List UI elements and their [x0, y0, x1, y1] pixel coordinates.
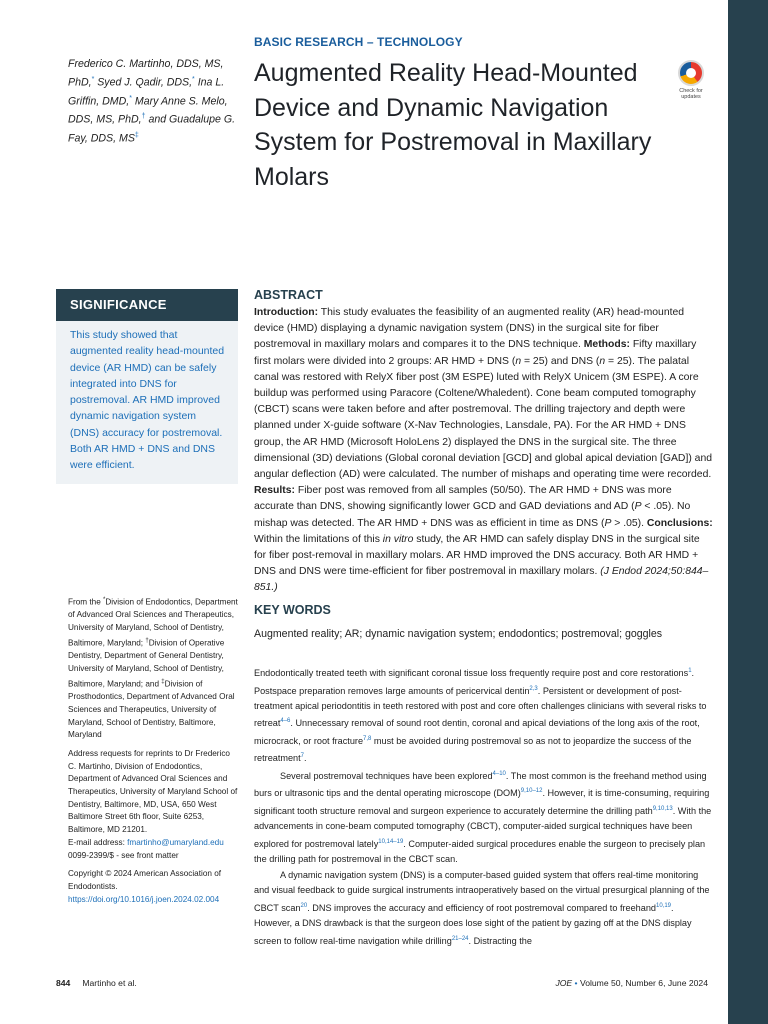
journal-name: JOE — [555, 978, 573, 988]
body-segment: . DNS improves the accuracy and efficiency of root postremoval compared to freehand — [307, 902, 656, 913]
author-affiliation-mark: * — [91, 76, 95, 83]
significance-heading: SIGNIFICANCE — [56, 289, 238, 321]
body-segment: . Postspace preparation removes large amounts of pericervical dentin — [254, 668, 695, 696]
right-edge-bar — [728, 0, 768, 1024]
affiliation-segment: Division of Operative Dentistry, Department of General Dentistry, University of Maryland, School of Dentistry, Baltimore, Maryland; and — [68, 638, 225, 689]
significance-text: This study showed that augmented reality head-mounted device (AR HMD) can be safely integrated into DNS for postremoval. AR HMD improved dynamic navigation system (DNS) accuracy for postremoval. Both AR HMD + DNS and DNS were efficient. — [70, 329, 225, 472]
abstract-segment: > .05). — [611, 517, 647, 529]
body-segment: 7 — [300, 753, 305, 760]
footer-right — [555, 978, 708, 988]
keywords-text: Augmented reality; AR; dynamic navigation system; endodontics; postremoval; goggles — [254, 628, 663, 640]
body-segment: . Computer-aided surgical procedures enable the surgeon to precisely plan the drilling path for postremoval in the CBCT scan. — [254, 838, 706, 865]
body-segment: 10,19 — [655, 902, 671, 909]
body-paragraph — [254, 868, 714, 949]
affiliation-segment: From the — [68, 597, 104, 607]
abstract-segment: Fiber post was removed from all samples (50/50). The AR HMD + DNS was more accurate than DNS, showing significantly lower GCD and GAD deviations and AD ( — [254, 485, 672, 513]
author-affiliation-mark: * — [129, 94, 132, 102]
body-segment: . However, it is time-consuming, requiring significant tooth structure removal and surgeon experience to accurately determine the drilling path — [254, 788, 710, 816]
body-segment: . Distracting the — [468, 935, 532, 946]
body-text — [254, 664, 714, 949]
abstract-segment: = 25). The palatal canal was restored with RelyX fiber post (3M ESPE) luted with RelyX Unicem (3M ESPE). A core buildup was performed using Paracore (Coltene/Whaledent). Cone beam computed tomography (CBCT) scans were taken before and after postremoval. The drilling trajectory and depth were planned under X-guide software (X-Nav Technologies, Lansdale, PA). For the AR HMD + DNS group, the AR HMD (Microsoft HoloLens 2) displayed the DNS in the surgical site. The three dimensional (3D) deviations (Global coronal deviation [GCD] and global apical deviation [GAD]) and angular deflection (AD) were calculated. The number of mishaps and operating time were recorded. — [254, 355, 713, 481]
body-segment: A dynamic navigation system (DNS) is a computer-based guided system that offers real-time monitoring and visual feedback to guide surgical instruments intraoperatively based on the virtual presurgical planning of the CBCT scan — [254, 869, 710, 913]
reprint-address: Address requests for reprints to Dr Frederico C. Martinho, Division of Endodontics, Department of Advanced Oral Sciences and Therapeutics, University of Maryland School of Dentistry, Baltimore, MD, USA, 650 West Baltimore Street 6th floor, Suite 6253, Baltimore, MD 21201. — [68, 748, 238, 835]
body-segment: . With the advancements in cone-beam computed tomography (CBCT), computer-aided surgical techniques have been explored for postremoval lately — [254, 806, 712, 849]
affiliation-segment: Division of Prosthodontics, Department of Advanced Oral Sciences and Therapeutics, University of Maryland, School of Dentistry, Baltimore, Maryland — [68, 679, 235, 740]
author-name: and Guadalupe G. Fay, DDS, MS — [68, 113, 236, 145]
email-label: E-mail address: — [68, 837, 128, 847]
affiliation-segment: * — [103, 597, 106, 603]
author-list — [68, 56, 238, 146]
abstract-segment: < .05). No mishap was detected. The AR HMD + DNS was as efficient in time as DNS ( — [254, 501, 691, 529]
affiliations-block — [68, 594, 240, 906]
body-segment: . Unnecessary removal of sound root dentin, coronal and apical deviations of the long axis of the root, microcrack, or root fracture — [254, 718, 700, 746]
affiliation-segment: Division of Endodontics, Department of Advanced Oral Sciences and Therapeutics, University of Maryland, School of Dentistry, Baltimore, Maryland; — [68, 597, 238, 648]
abstract-segment: in vitro — [382, 533, 414, 545]
abstract-segment: This study evaluates the feasibility of an augmented reality (AR) head-mounted device (HMD) displaying a dynamic navigation system (DNS) in the surgical site for fiber postremoval in maxillary molars and compares it to the DNS technique. — [254, 307, 685, 351]
email-link[interactable]: fmartinho@umaryland.edu — [127, 837, 224, 847]
body-segment: . Persistent or development of post-treatment apical periodontitis in teeth restored with post and core often challenges clinicians with several risks to retreat — [254, 685, 707, 729]
abstract-segment: Within the limitations of this — [254, 533, 383, 545]
body-segment: 20 — [300, 902, 308, 909]
abstract-segment: Fifty maxillary first molars were divided into 2 groups: AR HMD + DNS ( — [254, 339, 697, 367]
body-segment: 9,10–12 — [520, 788, 543, 795]
abstract-segment: study, the AR HMD can safely display DNS in the surgical site for fiber post-removal in maxillary molars. AR HMD improved the DNS accuracy. Both AR HMD + DNS and DNS were time-efficient for fiber postremoval in maxillary molars. — [254, 533, 700, 578]
body-segment: . — [304, 753, 307, 764]
author-name: Syed J. Qadir, DDS, — [94, 76, 193, 89]
abstract-segment: P — [604, 517, 612, 529]
body-paragraph — [254, 664, 714, 767]
body-segment: 2,3 — [529, 685, 538, 692]
affiliation-segment: † — [145, 637, 149, 644]
body-segment: 1 — [688, 668, 692, 674]
footer-bullet: • — [574, 978, 578, 988]
abstract-segment: = 25) and DNS ( — [521, 355, 600, 367]
article-title: Augmented Reality Head-Mounted Device and Dynamic Navigation System for Postremoval in Maxillary Molars — [254, 59, 652, 191]
abstract-segment: n — [599, 355, 606, 367]
abstract-heading: ABSTRACT — [254, 288, 323, 302]
page-number: 844 — [56, 978, 71, 988]
body-segment: must be avoided during postremoval so as not to jeopardize the success of the retreatment — [254, 736, 692, 764]
abstract-segment: Introduction: — [254, 307, 319, 318]
email-line — [68, 837, 240, 850]
author-name: Mary Anne S. Melo, DDS, MS, PhD, — [68, 95, 228, 126]
keywords-heading: KEY WORDS — [254, 603, 331, 617]
body-segment: Endodontically treated teeth with significant coronal tissue loss frequently require post and core restorations — [254, 668, 689, 679]
body-segment: 7,8 — [363, 735, 372, 742]
affiliations-from — [68, 594, 240, 742]
section-label: BASIC RESEARCH – TECHNOLOGY — [254, 35, 463, 49]
abstract-segment: Conclusions: — [646, 517, 713, 529]
body-segment: 10,14–19 — [378, 838, 404, 845]
body-segment: 4–6 — [280, 718, 291, 725]
doi-link[interactable]: https://doi.org/10.1016/j.joen.2024.02.004 — [68, 894, 220, 904]
author-affiliation-mark: * — [192, 76, 195, 83]
abstract-body — [254, 305, 714, 597]
body-segment: 4–10 — [492, 770, 506, 777]
check-for-updates-label: Check for updates — [679, 88, 703, 100]
abstract-segment: Results: — [254, 485, 295, 497]
body-segment: 9,10,13 — [652, 805, 673, 812]
body-paragraph — [254, 767, 714, 868]
author-name: Frederico C. Martinho, DDS, MS, PhD, — [68, 58, 224, 89]
issn-line: 0099-2399/$ - see front matter — [68, 850, 179, 860]
abstract-segment: (J Endod 2024;50:844–851.) — [254, 566, 709, 594]
check-for-updates-icon — [678, 60, 704, 86]
abstract-segment: P — [634, 501, 642, 513]
body-segment: . However, a DNS drawback is that the surgeon does lose sight of the patient by gazing off at the DNS display screen to follow real-time navigation while drilling — [254, 902, 692, 946]
body-segment: 21–24 — [451, 935, 469, 942]
abstract-segment: n — [515, 355, 522, 367]
body-segment: Several postremoval techniques have been explored — [280, 771, 493, 781]
body-segment: . The most common is the freehand method using burs or ultrasonic tips and the dental operating microscope (DOM) — [254, 771, 707, 799]
affiliation-segment: ‡ — [161, 678, 165, 685]
author-affiliation-mark: ‡ — [134, 131, 139, 139]
copyright-line: Copyright © 2024 American Association of Endodontists. — [68, 869, 222, 891]
author-affiliation-mark: † — [141, 113, 146, 121]
running-author: Martinho et al. — [82, 978, 137, 988]
footer-left — [56, 978, 137, 988]
check-for-updates-button[interactable] — [673, 60, 709, 100]
issue-info: Volume 50, Number 6, June 2024 — [579, 978, 708, 988]
author-name: Ina L. Griffin, DMD, — [68, 76, 225, 108]
significance-panel — [56, 321, 238, 484]
abstract-segment: Methods: — [583, 339, 630, 351]
